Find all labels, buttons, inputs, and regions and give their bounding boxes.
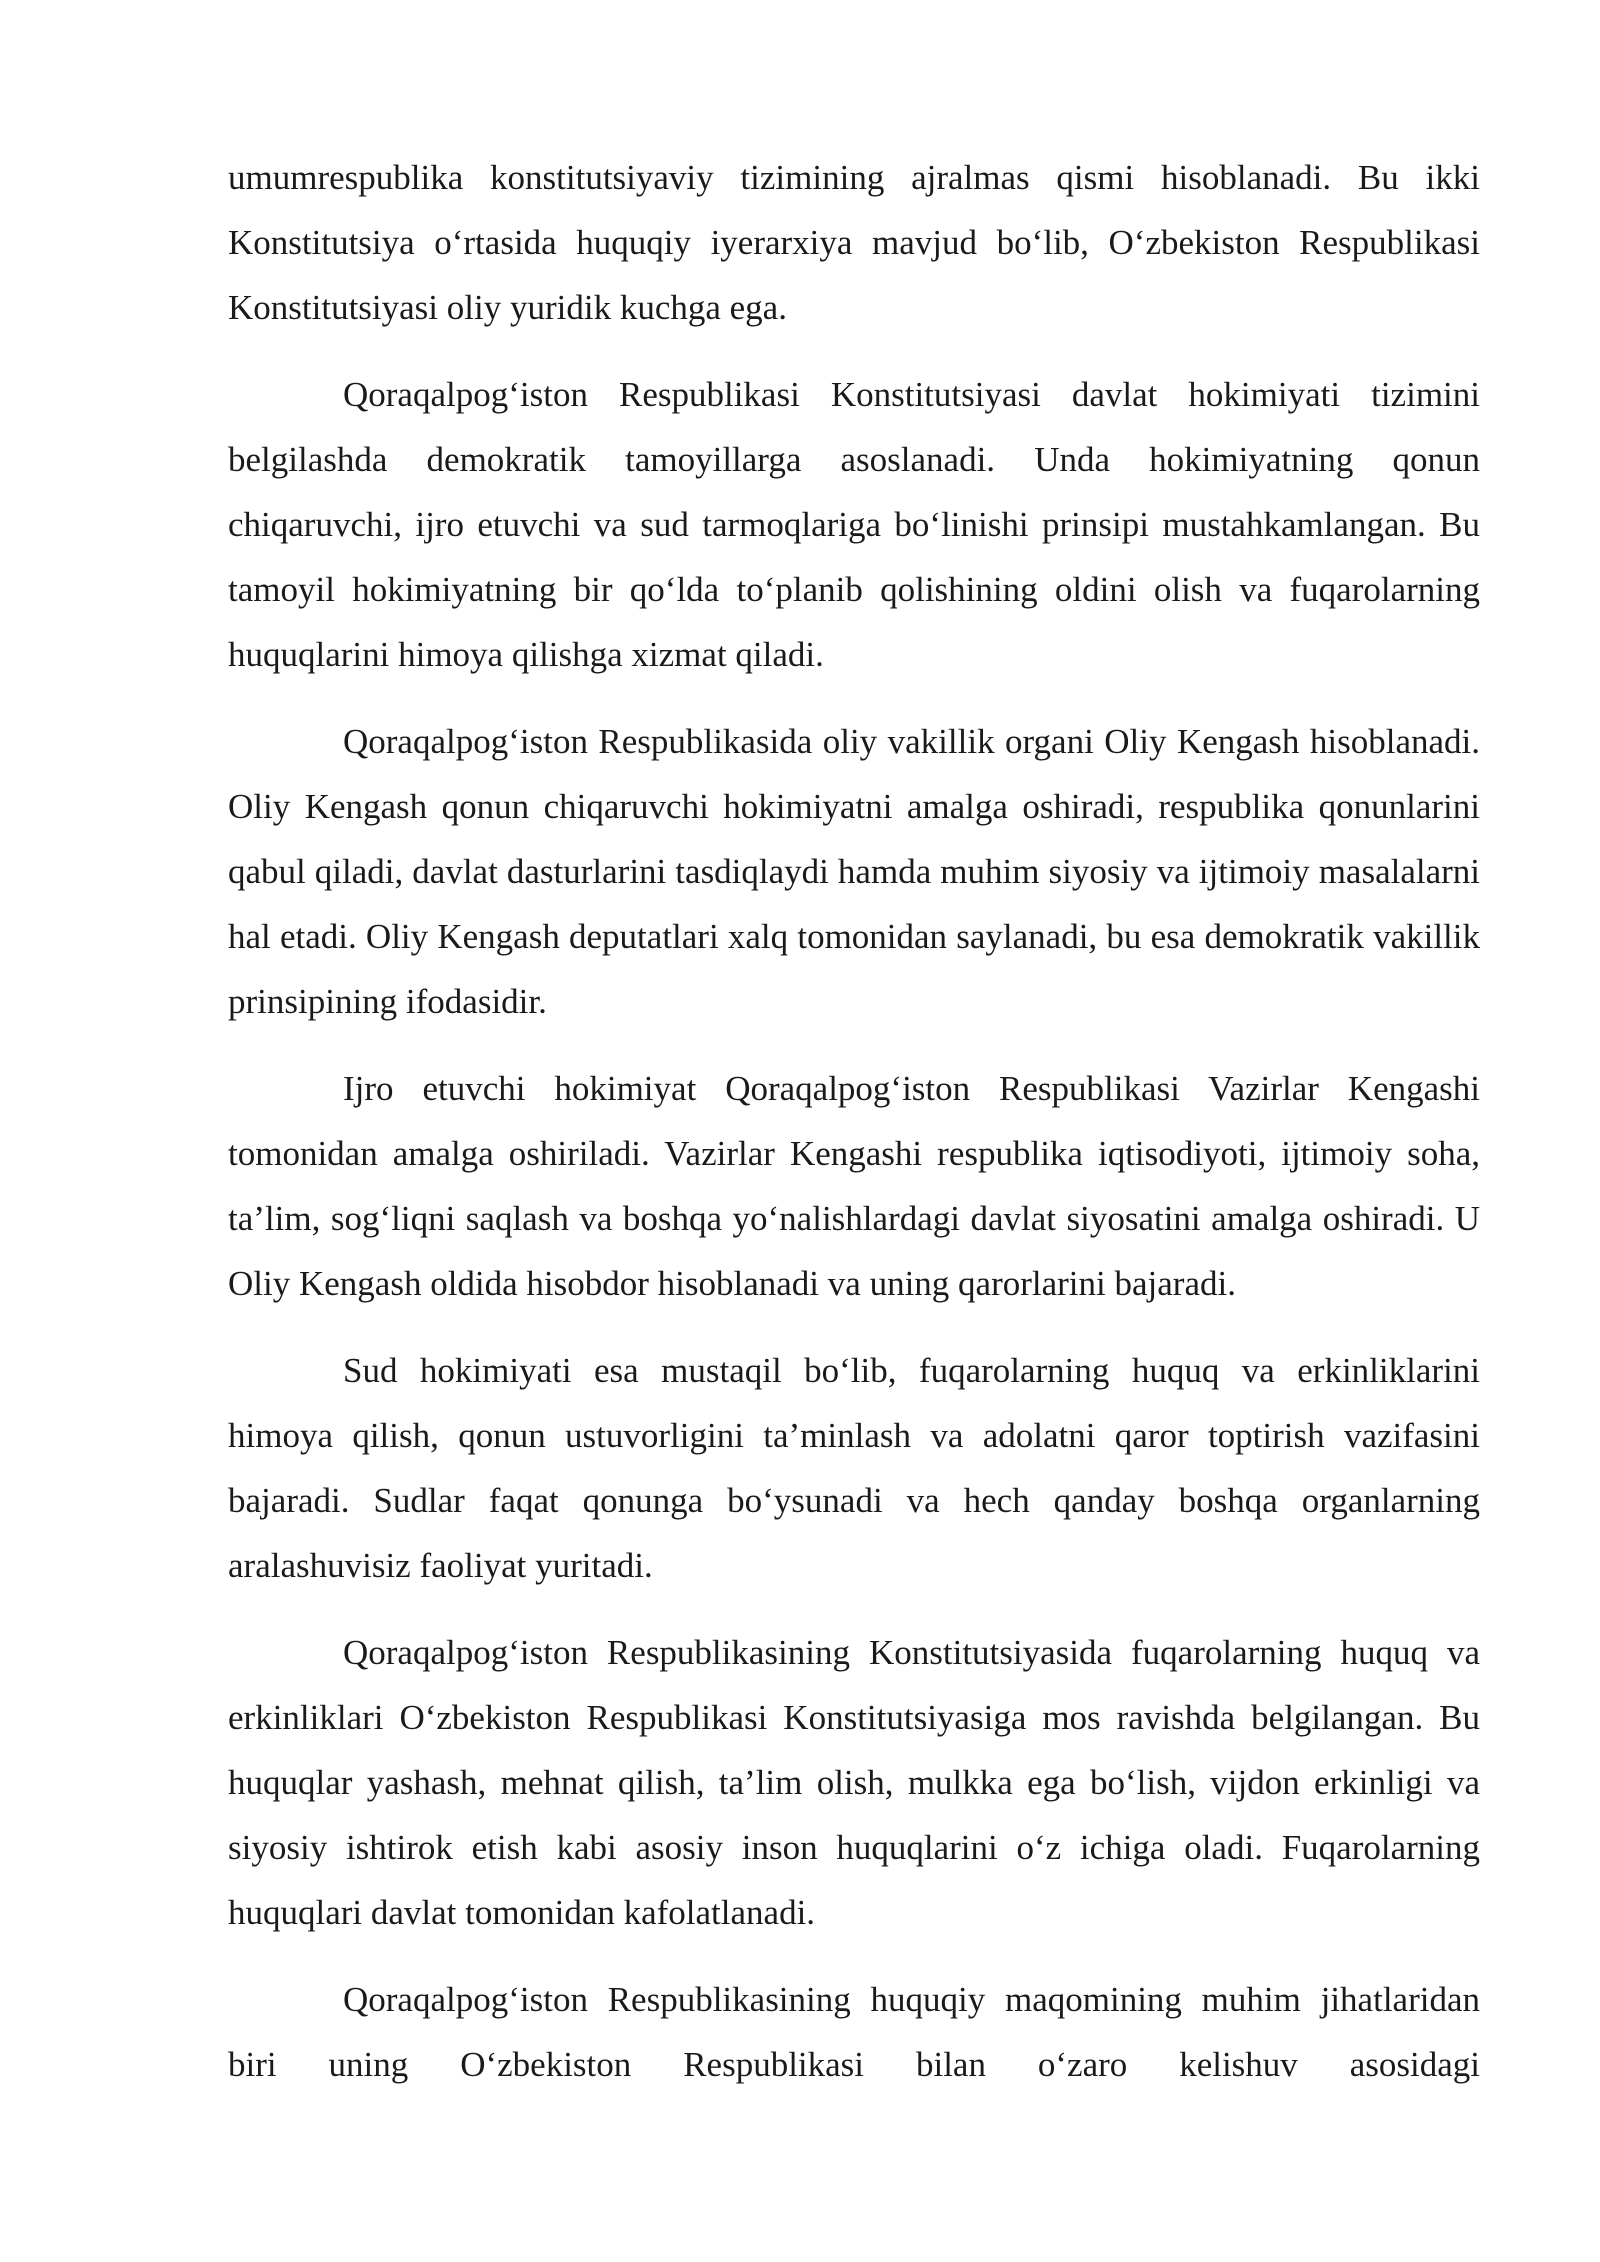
body-text [228,145,1480,2119]
paragraph: Qoraqalpog‘iston Respublikasining huquqiy maqomining muhim jihatlaridan biri uning O‘zbekiston Respublikasi bilan o‘zaro kelishuv asosidagi [228,1980,1480,2084]
paragraph: Ijro etuvchi hokimiyat Qoraqalpog‘iston Respublikasi Vazirlar Kengashi tomonidan amalga oshiriladi. Vazirlar Kengashi respublika iqtisodiyoti, ijtimoiy soha, ta’lim, sog‘liqni saqlash va boshqa yo‘nalishlardagi davlat siyosatini amalga oshiradi. U Oliy Kengash oldida hisobdor hisoblanadi va uning qarorlarini bajaradi. [228,1069,1480,1303]
paragraph-continuation: umumrespublika konstitutsiyaviy tizimining ajralmas qismi hisoblanadi. Bu ikki Konstitutsiya o‘rtasida huquqiy iyerarxiya mavjud bo‘lib, O‘zbekiston Respublikasi Konstitutsiyasi oliy yuridik kuchga ega. [228,158,1480,327]
paragraph: Qoraqalpog‘iston Respublikasi Konstitutsiyasi davlat hokimiyati tizimini belgilashda demokratik tamoyillarga asoslanadi. Unda hokimiyatning qonun chiqaruvchi, ijro etuvchi va sud tarmoqlariga bo‘linishi prinsipi mustahkamlangan. Bu tamoyil hokimiyatning bir qo‘lda to‘planib qolishining oldini olish va fuqarolarning huquqlarini himoya qilishga xizmat qiladi. [228,375,1480,674]
paragraph: Sud hokimiyati esa mustaqil bo‘lib, fuqarolarning huquq va erkinliklarini himoya qilish, qonun ustuvorligini ta’minlash va adolatni qaror toptirish vazifasini bajaradi. Sudlar faqat qonunga bo‘ysunadi va hech qanday boshqa organlarning aralashuvisiz faoliyat yuritadi. [228,1351,1480,1585]
paragraph: Qoraqalpog‘iston Respublikasining Konstitutsiyasida fuqarolarning huquq va erkinliklari O‘zbekiston Respublikasi Konstitutsiyasiga mos ravishda belgilangan. Bu huquqlar yashash, mehnat qilish, ta’lim olish, mulkka ega bo‘lish, vijdon erkinligi va siyosiy ishtirok etish kabi asosiy inson huquqlarini o‘z ichiga oladi. Fuqarolarning huquqlari davlat tomonidan kafolatlanadi. [228,1633,1480,1932]
paragraph: Qoraqalpog‘iston Respublikasida oliy vakillik organi Oliy Kengash hisoblanadi. Oliy Kengash qonun chiqaruvchi hokimiyatni amalga oshiradi, respublika qonunlarini qabul qiladi, davlat dasturlarini tasdiqlaydi hamda muhim siyosiy va ijtimoiy masalalarni hal etadi. Oliy Kengash deputatlari xalq tomonidan saylanadi, bu esa demokratik vakillik prinsipining ifodasidir. [228,722,1480,1021]
